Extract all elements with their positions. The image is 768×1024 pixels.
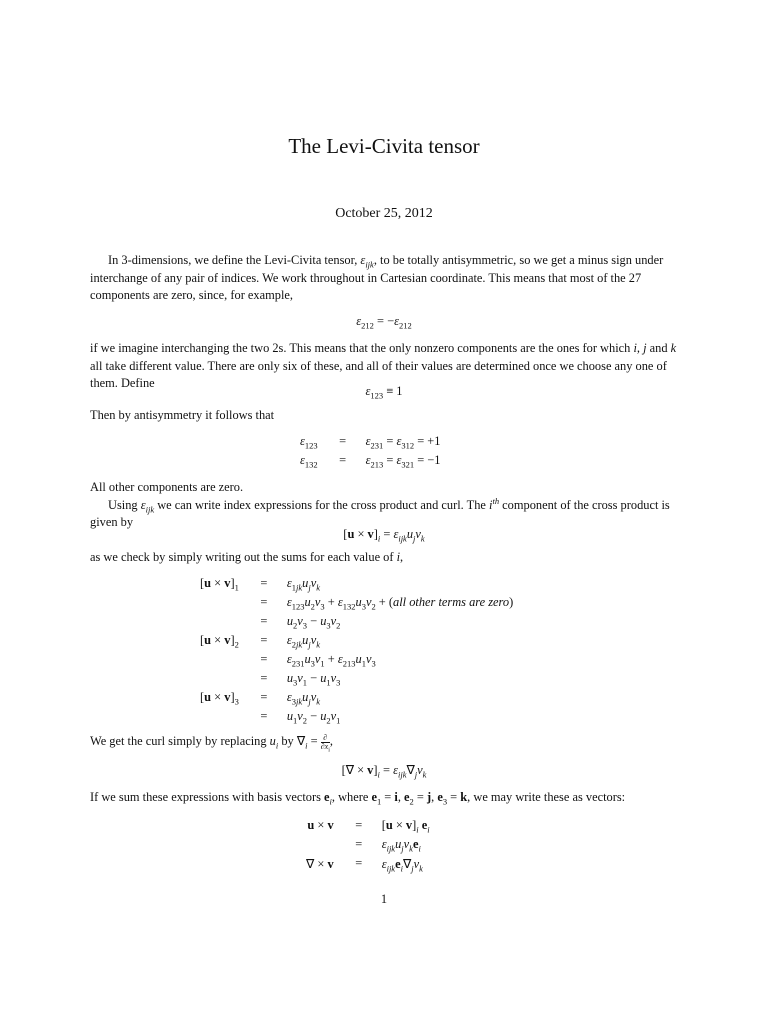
equation-row: $[u \times v]_1$ = $\varepsilon_{1jk}u_jv_k$ (200, 576, 320, 593)
paragraph-nonzero: if we imagine interchanging the two 2s. This means that the only nonzero components are the ones for which i, j and k all take different value. There are only six of these, and all of their values are determined once we choose any one of them. Define (90, 341, 677, 390)
paragraph-antisymmetry: Then by antisymmetry it follows that (90, 408, 275, 422)
equation-row: $[u \times v]_2$ = $\varepsilon_{2jk}u_jv_k$ (200, 633, 320, 650)
paragraph-intro: In 3-dimensions, we define the Levi-Civita tensor, $\varepsilon_{ijk}$, to be totally antisymmetric, so we get a minus sign under interchange of any pair of indices. We work throughout in Cartesian coordinate. This means that most of the 27 components are zero, since, for example, (90, 253, 664, 302)
equation-vectors (306, 816, 430, 873)
equation-row: = $\varepsilon_{ijk}u_jv_ke_i$ (355, 837, 421, 854)
equation-row: u × v = $[u \times v]_i$ $e_i$ (307, 818, 430, 835)
levi-civita-symbol: $\varepsilon_{ijk}$ (360, 253, 374, 270)
equation-example: $\varepsilon_{212} = -\varepsilon_{212}$ (356, 314, 412, 331)
document-title: The Levi-Civita tensor (288, 134, 480, 158)
equation-row: $\varepsilon_{132}$ = $\varepsilon_{213} = \varepsilon_{321} = -1$ (300, 453, 441, 470)
paragraph-cross-product: All other components are zero. Using $\varepsilon_{ijk}$ we can write index expressions for the cross product and curl. The $i^{th}$ component of the cross product is given by (90, 480, 670, 529)
equation-curl: [∇ × $v]_i = \varepsilon_{ijk}\nabla_jv_k$ (341, 763, 427, 780)
equation-row: = $u_1v_2 - u_2v_1$ (260, 709, 341, 726)
equation-row: = $\varepsilon_{231}u_3v_1 + \varepsilon_{213}u_1v_3$ (260, 652, 376, 669)
equation-cross-product: $[u \times v]_i = \varepsilon_{ijk}u_jv_k$ (343, 527, 425, 544)
equation-row: = $u_3v_1 - u_1v_3$ (260, 671, 341, 688)
document-date: October 25, 2012 (335, 206, 433, 221)
equation-row: = $u_2v_3 - u_3v_2$ (260, 614, 341, 631)
equation-sums (200, 574, 513, 726)
partial-derivative-fraction: $\frac{\partial}{\partial x_i}$ (320, 732, 330, 754)
equation-row: = $\varepsilon_{123}u_2v_3 + \varepsilon_{132}u_3v_2 + (all$ other terms are zero) (260, 595, 514, 612)
equation-row: $\varepsilon_{123}$ = $\varepsilon_{231} = \varepsilon_{312} = +1$ (300, 434, 441, 451)
paragraph-vectors: If we sum these expressions with basis vectors $e_i$, where $e_1 = i$, $e_2 = j$, $e_3 = k$, we may write these as vectors: (90, 790, 626, 807)
paragraph-sums: as we check by simply writing out the sums for each value of i, (90, 550, 404, 564)
page-number: 1 (380, 892, 388, 906)
equation-row: ∇ × v = $\varepsilon_{ijk}e_i\nabla_jv_k$ (306, 856, 423, 873)
equation-row: $[u \times v]_3$ = $\varepsilon_{3jk}u_jv_k$ (200, 690, 320, 707)
equation-permutations (300, 432, 440, 470)
paragraph-curl: We get the curl simply by replacing $u_i$ by $\nabla_i$ = $\frac{\partial}{\partial x_i}$ , (90, 732, 333, 754)
equation-define: $\varepsilon_{123} \equiv 1$ (365, 384, 403, 401)
